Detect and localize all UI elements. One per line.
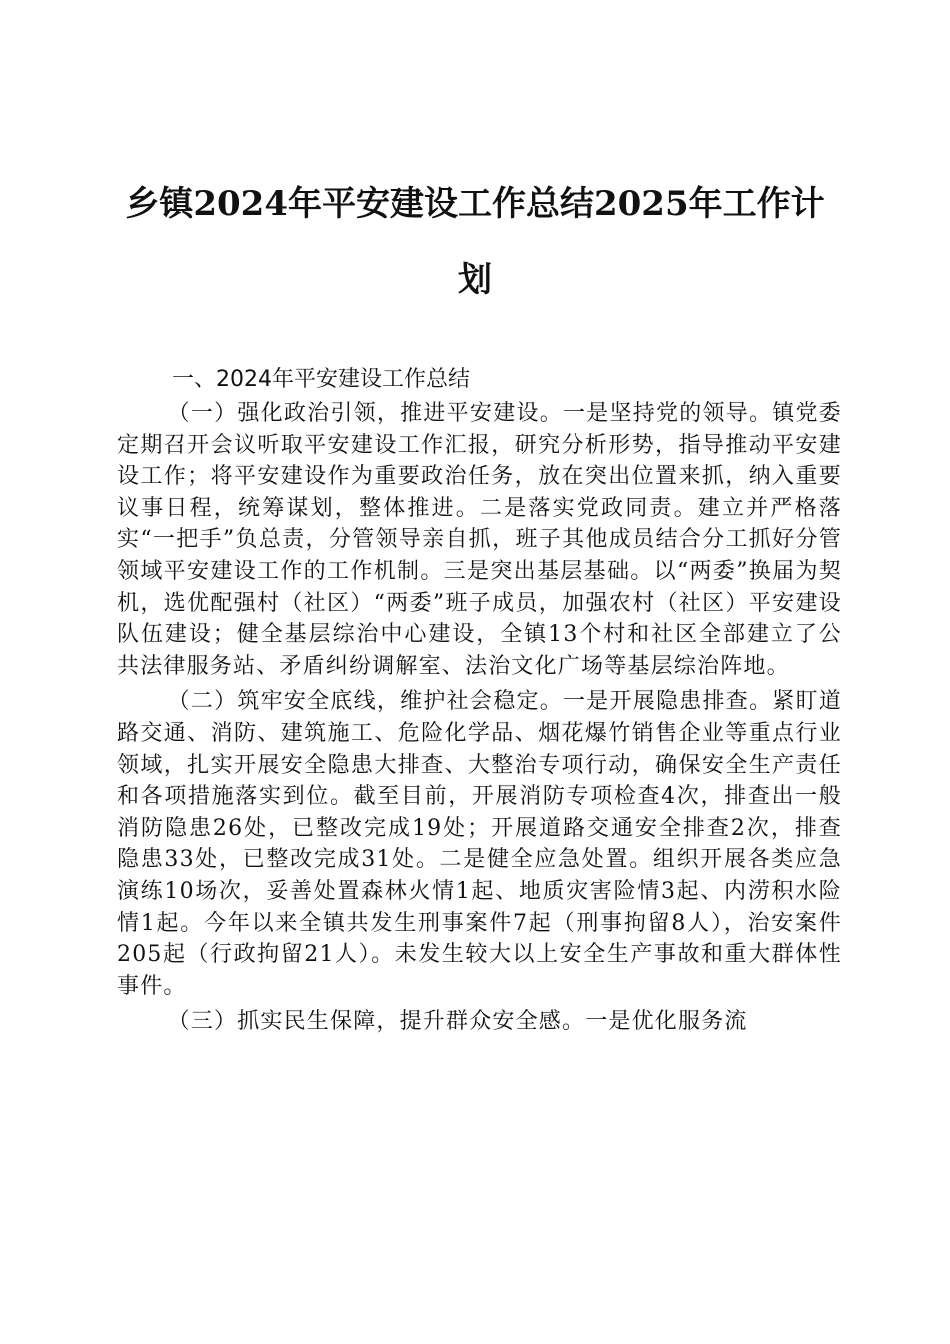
paragraph-lead: （三）抓实民生保障，提升群众安全感。: [167, 1009, 586, 1035]
paragraph-text: 一是坚持党的领导。镇党委定期召开会议听取平安建设工作汇报，研究分析形势，指导推动平安建设工作；将平安建设作为重要政治任务，放在突出位置来抓，纳入重要议事日程，统筹谋划，整体推进。二是落实党政同责。建立并严格落实“一把手”负总责，分管领导亲自抓，班子其他成员结合分工抓好分管领域平安建设工作的工作机制。三是突出基层基础。以“两委”换届为契机，选优配强村（社区）“两委”班子成员，加强农村（社区）平安建设队伍建设；健全基层综治中心建设，全镇13个村和社区全部建立了公共法律服务站、矛盾纠纷调解室、法治文化广场等基层综治阵地。: [117, 401, 842, 679]
paragraph: [117, 1006, 842, 1038]
paragraph-text: 一是开展隐患排查。紧盯道路交通、消防、建筑施工、危险化学品、烟花爆竹销售企业等重点行业领域，扎实开展安全隐患大排查、大整治专项行动，确保安全生产责任和各项措施落实到位。截至目前，开展消防专项检查4次，排查出一般消防隐患26处，已整改完成19处；开展道路交通安全排查2次，排查隐患33处，已整改完成31处。二是健全应急处置。组织开展各类应急演练10场次，妥善处置森林火情1起、地质灾害险情3起、内涝积水险情1起。今年以来全镇共发生刑事案件7起（刑事拘留8人），治安案件205起（行政拘留21人）。未发生较大以上安全生产事故和重大群体性事件。: [117, 689, 842, 999]
title-line-1: 乡镇2024年平安建设工作总结2025年工作计: [125, 184, 825, 224]
paragraph: [117, 686, 842, 1002]
document-body: [117, 398, 842, 1042]
paragraph-lead: （一）强化政治引领，推进平安建设。: [167, 401, 563, 426]
paragraph: [117, 398, 842, 682]
paragraph-text: 一是优化服务流: [585, 1009, 748, 1035]
document-title: [110, 166, 840, 318]
paragraph-lead: （二）筑牢安全底线，维护社会稳定。: [167, 689, 563, 715]
title-line-2: 划: [458, 260, 492, 300]
section-heading: 一、2024年平安建设工作总结: [172, 367, 470, 392]
